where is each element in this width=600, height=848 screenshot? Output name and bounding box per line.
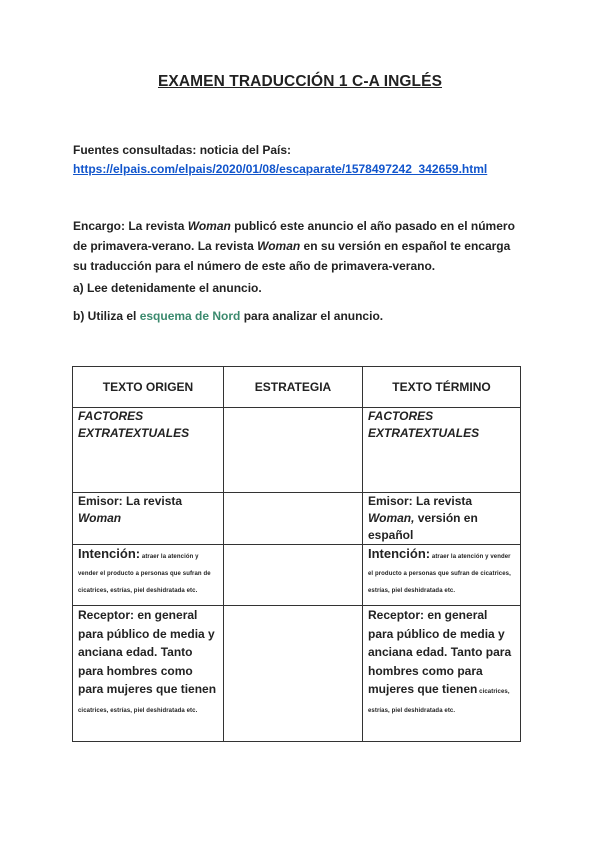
table-row xyxy=(73,408,521,493)
sources-label: Fuentes consultadas: noticia del País: xyxy=(73,143,292,157)
cell-source-intention[interactable] xyxy=(73,545,224,606)
magazine-name: Woman xyxy=(78,511,122,525)
cell-source-receiver[interactable] xyxy=(73,606,224,742)
sources-link[interactable]: https://elpais.com/elpais/2020/01/08/escaparate/1578497242_342659.html xyxy=(73,162,488,176)
table-row xyxy=(73,606,521,742)
sender-label: Emisor: La revista xyxy=(368,494,473,508)
document-title: EXAMEN TRADUCCIÓN 1 C-A INGLÉS xyxy=(157,73,443,90)
receiver-text: Receptor: en general para público de media y anciana edad. Tanto para hombres como para mujeres que tienen xyxy=(368,608,512,696)
task-b-suffix: para analizar el anuncio. xyxy=(240,309,384,323)
sender-version: versión en español xyxy=(368,511,478,542)
brief-text-3: en su versión en español te encarga su traducción para el número de este año de primavera-verano. xyxy=(73,239,511,273)
magazine-name: Woman xyxy=(257,239,301,253)
header-source-text: TEXTO ORIGEN xyxy=(73,367,224,408)
task-b xyxy=(73,309,383,323)
intention-label: Intención: xyxy=(368,546,431,561)
task-b-prefix: b) Utiliza el xyxy=(73,309,140,323)
table-row xyxy=(73,545,521,606)
analysis-table xyxy=(72,366,521,742)
brief-text-1: Encargo: La revista xyxy=(73,219,188,233)
cell-strategy[interactable] xyxy=(224,408,363,493)
table-row xyxy=(73,493,521,545)
intention-text: atraer la atención y vender el producto a personas que sufran de cicatrices, estrías, piel deshidratada etc. xyxy=(368,554,511,594)
assignment-brief xyxy=(73,216,523,276)
cell-strategy[interactable] xyxy=(224,606,363,742)
magazine-name: Woman, xyxy=(368,511,415,525)
cell-strategy[interactable] xyxy=(224,493,363,545)
intention-label: Intención: xyxy=(78,546,141,561)
cell-target-sender[interactable] xyxy=(363,493,521,545)
cell-target-intention[interactable] xyxy=(363,545,521,606)
cell-target-factors[interactable] xyxy=(363,408,521,493)
factors-label: FACTORES EXTRATEXTUALES xyxy=(78,409,190,440)
table-header-row xyxy=(73,367,521,408)
task-a: a) Lee detenidamente el anuncio. xyxy=(73,281,262,295)
nord-scheme-link[interactable]: esquema de Nord xyxy=(139,309,241,323)
cell-source-factors[interactable] xyxy=(73,408,224,493)
receiver-detail: cicatrices, estrías, piel deshidratada etc. xyxy=(78,707,198,714)
cell-strategy[interactable] xyxy=(224,545,363,606)
brief-text-2: publicó este anuncio el año pasado en el número de primavera-verano. La revista xyxy=(73,219,515,253)
intention-text: atraer la atención y vender el producto a personas que sufran de cicatrices, estrías, piel deshidratada etc. xyxy=(78,554,211,594)
factors-label: FACTORES EXTRATEXTUALES xyxy=(368,409,480,440)
sender-label: Emisor: La revista xyxy=(78,494,183,508)
header-strategy: ESTRATEGIA xyxy=(224,367,363,408)
cell-source-sender[interactable] xyxy=(73,493,224,545)
magazine-name: Woman xyxy=(187,219,231,233)
receiver-text: Receptor: en general para público de media y anciana edad. Tanto para hombres como para mujeres que tienen xyxy=(78,608,217,696)
cell-target-receiver[interactable] xyxy=(363,606,521,742)
receiver-detail: cicatrices, estrías, piel deshidratada etc. xyxy=(368,689,510,714)
header-target-text: TEXTO TÉRMINO xyxy=(363,367,521,408)
